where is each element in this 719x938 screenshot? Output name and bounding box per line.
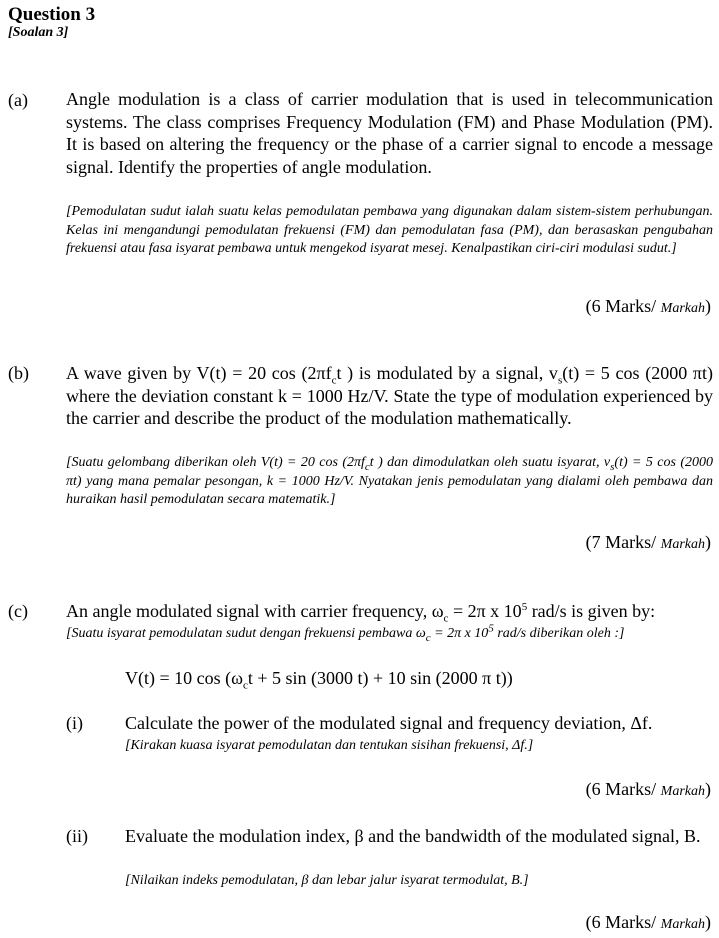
part-c-i-question-ms: [Kirakan kuasa isyarat pemodulatan dan tentukan sisihan frekuensi, Δf.] [125,738,534,753]
part-c-label: (c) [8,601,28,621]
part-b-question-ms: [Suatu gelombang diberikan oleh V(t) = 20 $\cos (2\pi f_ct$ ) dan dimodulatkan oleh suatu isyarat, $v_s(t) = 5$ cos (2000 πt) yang mana pemalar pesongan, k = 1000 Hz/V. Nyatakan jenis pemodulatan yang dialami oleh pembawa dan huraikan hasil pemodulatan secara matematik.] [66,455,713,507]
question-subtitle: [Soalan 3] [8,25,69,40]
part-c-ii-question-en: Evaluate the modulation index, β and the bandwidth of the modulated signal, B. [125,826,701,846]
part-c-ii-question-ms: [Nilaikan indeks pemodulatan, β dan lebar jalur isyarat termodulat, B.] [125,873,529,888]
part-c-question-en: An angle modulated signal with carrier frequency, $\omega_c = 2\pi$ x $10^5$ rad/s is given by: [66,601,656,625]
part-c-ii-marks: (6 Marks/ Markah) [585,912,711,932]
part-c-equation: V(t) = 10 $\cos (\omega_ct + 5$ sin (3000 t) + 10 sin (2000 π t)) [125,668,513,692]
part-c-question-ms: [Suatu isyarat pemodulatan sudut dengan frekuensi pembawa $\omega_c = 2\pi$ x $10^5$ rad/s diberikan oleh :] [66,622,625,644]
part-c-i-label: (i) [66,713,83,733]
part-c-i-marks: (6 Marks/ Markah) [585,779,711,799]
question-title: Question 3 [8,4,96,25]
part-a-question-en: Angle modulation is a class of carrier modulation that is used in telecommunication systems. The class comprises Frequency Modulation (FM) and Phase Modulation (PM). It is based on altering the frequency or the phase of a carrier signal to encode a message signal. Identify the properties of angle modulation. [66,89,713,177]
part-a-question-ms: [Pemodulatan sudut ialah suatu kelas pemodulatan pembawa yang digunakan dalam sistem-sistem perhubungan. Kelas ini mengandungi pemodulatan frekuensi (FM) dan pemodulatan fasa (PM), dan berasaskan pengubahan frekuensi atau fasa isyarat pembawa untuk mengekod isyarat mesej. Kenalpastikan ciri-ciri modulasi sudut.] [66,204,713,256]
part-b-question-en: A wave given by V(t) = 20 $\cos (2\pi f_ct$ ) is modulated by a signal, $v_s(t) = 5$ cos (2000 πt) where the deviation constant k = 1000 Hz/V. State the type of modulation experienced by the carrier and describe the product of the modulation mathematically. [66,363,714,428]
part-b-marks: (7 Marks/ Markah) [585,532,711,552]
part-c-i-question-en: Calculate the power of the modulated signal and frequency deviation, Δf. [125,713,653,733]
part-b-label: (b) [8,363,29,383]
part-a-marks: (6 Marks/ Markah) [585,296,711,316]
part-a-label: (a) [8,90,28,110]
part-c-ii-label: (ii) [66,826,88,846]
